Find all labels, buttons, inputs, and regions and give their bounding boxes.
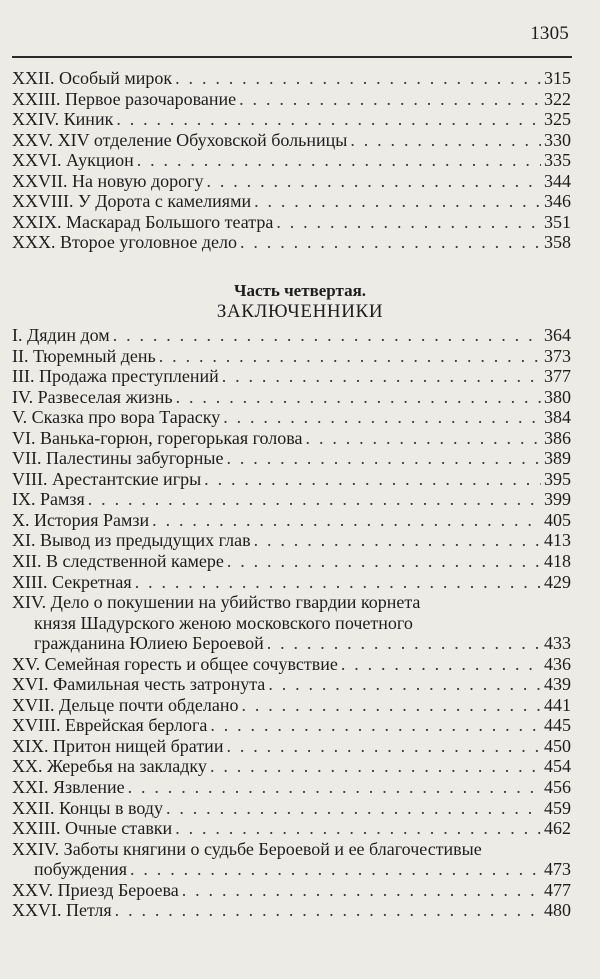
entry-page: 330 (544, 129, 571, 150)
toc-entry (12, 756, 571, 777)
entry-title: XXII. Особый мирок (12, 68, 173, 88)
entry-title: XXVIII. У Дорота с камелиями (12, 191, 252, 212)
toc-list-part-four (12, 325, 571, 921)
dot-leader (113, 325, 541, 346)
entry-page: 436 (544, 653, 571, 674)
entry-page: 335 (544, 150, 571, 171)
entry-page: 346 (544, 191, 571, 212)
dot-leader (88, 489, 541, 510)
toc-entry (12, 448, 571, 469)
entry-page: 389 (544, 448, 571, 469)
entry-page: 439 (544, 674, 571, 695)
toc-entry-xxiv (12, 839, 571, 880)
dot-leader (152, 510, 541, 531)
entry-title: XIII. Секретная (12, 571, 132, 592)
toc-entry (12, 695, 571, 716)
entry-page: 399 (544, 489, 571, 510)
dot-leader (268, 674, 541, 695)
entry-title: IV. Развеселая жизнь (12, 386, 173, 407)
entry-page: 462 (544, 818, 571, 839)
page-number: 1305 (530, 23, 569, 44)
entry-title: IX. Рамзя (12, 489, 85, 510)
entry-page: 429 (544, 571, 571, 592)
dot-leader (254, 191, 541, 212)
toc-entry (12, 489, 571, 510)
entry-title: VI. Ванька-горюн, горегорькая голова (12, 427, 303, 448)
toc-entry (12, 818, 571, 839)
toc-entry (12, 171, 571, 192)
toc-group-a (12, 325, 571, 592)
entry-title: XXI. Язвление (12, 777, 125, 798)
entry-page: 473 (544, 859, 571, 880)
entry-page: 322 (544, 88, 571, 109)
toc-entry (12, 654, 571, 675)
entry-page: 373 (544, 345, 571, 366)
toc-entry-xiv (12, 592, 571, 654)
entry-title: XXIX. Маскарад Большого театра (12, 211, 274, 232)
entry-last-line (12, 633, 571, 654)
entry-page: 315 (544, 68, 571, 88)
dot-leader (241, 695, 541, 716)
toc-entry (12, 232, 571, 253)
dot-leader (182, 880, 541, 901)
entry-title: XIX. Притон нищей братии (12, 735, 224, 756)
toc-entry (12, 428, 571, 449)
dot-leader (210, 715, 541, 736)
entry-title: гражданина Юлиею Бероевой (34, 633, 264, 654)
entry-page: 380 (544, 386, 571, 407)
toc-entry (12, 674, 571, 695)
dot-leader (176, 387, 541, 408)
entry-line: князя Шадурского женою московского почетного (34, 612, 413, 633)
entry-title: XXVI. Аукцион (12, 150, 134, 171)
toc-entry (12, 777, 571, 798)
dot-leader (159, 346, 541, 367)
entry-page: 413 (544, 530, 571, 551)
entry-title: XXVII. На новую дорогу (12, 170, 204, 191)
toc-group-b (12, 654, 571, 839)
toc-entry (12, 68, 571, 89)
entry-title: VIII. Арестантские игры (12, 468, 202, 489)
entry-title: XX. Жеребья на закладку (12, 756, 207, 777)
entry-title: II. Тюремный день (12, 345, 156, 366)
entry-page: 450 (544, 735, 571, 756)
dot-leader (115, 900, 541, 921)
dot-leader (240, 232, 541, 253)
dot-leader (226, 736, 541, 757)
entry-title: XXV. XIV отделение Обуховской больницы (12, 129, 348, 150)
dot-leader (350, 130, 541, 151)
toc-entry (12, 366, 571, 387)
toc-entry (12, 530, 571, 551)
dot-leader (116, 109, 541, 130)
entry-title: XXX. Второе уголовное дело (12, 232, 237, 253)
dot-leader (175, 818, 541, 839)
toc-entry (12, 212, 571, 233)
entry-title: XVIII. Еврейская берлога (12, 715, 208, 736)
entry-title: XXIII. Очные ставки (12, 818, 173, 839)
toc-entry (12, 150, 571, 171)
toc-entry (12, 880, 571, 901)
entry-page: 418 (544, 551, 571, 572)
entry-page: 325 (544, 109, 571, 130)
entry-page: 459 (544, 797, 571, 818)
toc-entry (12, 469, 571, 490)
entry-title: VII. Палестины забугорные (12, 448, 224, 469)
toc-entry (12, 387, 571, 408)
dot-leader (130, 859, 541, 880)
entry-title: XXII. Концы в воду (12, 797, 163, 818)
toc-entry (12, 191, 571, 212)
entry-page: 454 (544, 756, 571, 777)
entry-page: 351 (544, 211, 571, 232)
dot-leader (210, 756, 541, 777)
dot-leader (239, 89, 541, 110)
entry-page: 384 (544, 407, 571, 428)
dot-leader (306, 428, 541, 449)
dot-leader (227, 448, 542, 469)
entry-last-line (12, 859, 571, 880)
entry-page: 441 (544, 694, 571, 715)
entry-title: III. Продажа преступлений (12, 366, 219, 387)
toc-list-part-three (12, 68, 571, 253)
header-rule (12, 56, 572, 58)
entry-title: XV. Семейная горесть и общее сочувствие (12, 653, 338, 674)
toc-entry (12, 572, 571, 593)
entry-title: XVI. Фамильная честь затронута (12, 674, 266, 695)
dot-leader (135, 572, 541, 593)
entry-title: XI. Вывод из предыдущих глав (12, 530, 251, 551)
entry-title: XXIV. Киник (12, 109, 114, 130)
entry-page: 395 (544, 468, 571, 489)
dot-leader (223, 407, 541, 428)
toc-entry (12, 89, 571, 110)
dot-leader (175, 68, 541, 89)
entry-title: XII. В следственной камере (12, 551, 224, 572)
dot-leader (276, 212, 541, 233)
entry-page: 433 (544, 633, 571, 654)
toc-entry (12, 510, 571, 531)
dot-leader (206, 171, 541, 192)
dot-leader (267, 633, 541, 654)
entry-page: 480 (544, 900, 571, 921)
entry-title: XXIII. Первое разочарование (12, 88, 237, 109)
entry-title: X. История Рамзи (12, 509, 150, 530)
dot-leader (137, 150, 541, 171)
toc-entry (12, 798, 571, 819)
toc-entry (12, 736, 571, 757)
entry-title: побуждения (34, 859, 127, 880)
toc-entry (12, 325, 571, 346)
dot-leader (341, 654, 541, 675)
entry-page: 364 (544, 325, 571, 345)
dot-leader (204, 469, 541, 490)
entry-page: 477 (544, 879, 571, 900)
entry-title: XXVI. Петля (12, 900, 112, 921)
entry-title: I. Дядин дом (12, 325, 110, 345)
entry-title: V. Сказка про вора Тараску (12, 407, 221, 428)
entry-page: 358 (544, 232, 571, 253)
entry-line: XIV. Дело о покушении на убийство гвардии корнета (12, 592, 421, 613)
dot-leader (227, 551, 541, 572)
toc-entry (12, 715, 571, 736)
entry-page: 377 (544, 366, 571, 387)
dot-leader (166, 798, 541, 819)
dot-leader (128, 777, 541, 798)
entry-page: 344 (544, 170, 571, 191)
toc-entry (12, 346, 571, 367)
entry-page: 445 (544, 715, 571, 736)
toc-entry (12, 900, 571, 921)
entry-title: XVII. Дельце почти обделано (12, 694, 239, 715)
dot-leader (222, 366, 541, 387)
entry-title: XXV. Приезд Бероева (12, 879, 179, 900)
entry-page: 456 (544, 777, 571, 798)
part-title: ЗАКЛЮЧЕННИКИ (216, 301, 384, 322)
entry-line: XXIV. Заботы княгини о судьбе Бероевой и ее благочестивые (12, 838, 482, 859)
toc-entry (12, 407, 571, 428)
entry-page: 405 (544, 509, 571, 530)
toc-entry (12, 551, 571, 572)
part-label: Часть четвертая. (233, 281, 367, 300)
dot-leader (254, 530, 541, 551)
toc-group-c (12, 880, 571, 921)
entry-page: 386 (544, 427, 571, 448)
toc-entry (12, 130, 571, 151)
toc-entry (12, 109, 571, 130)
